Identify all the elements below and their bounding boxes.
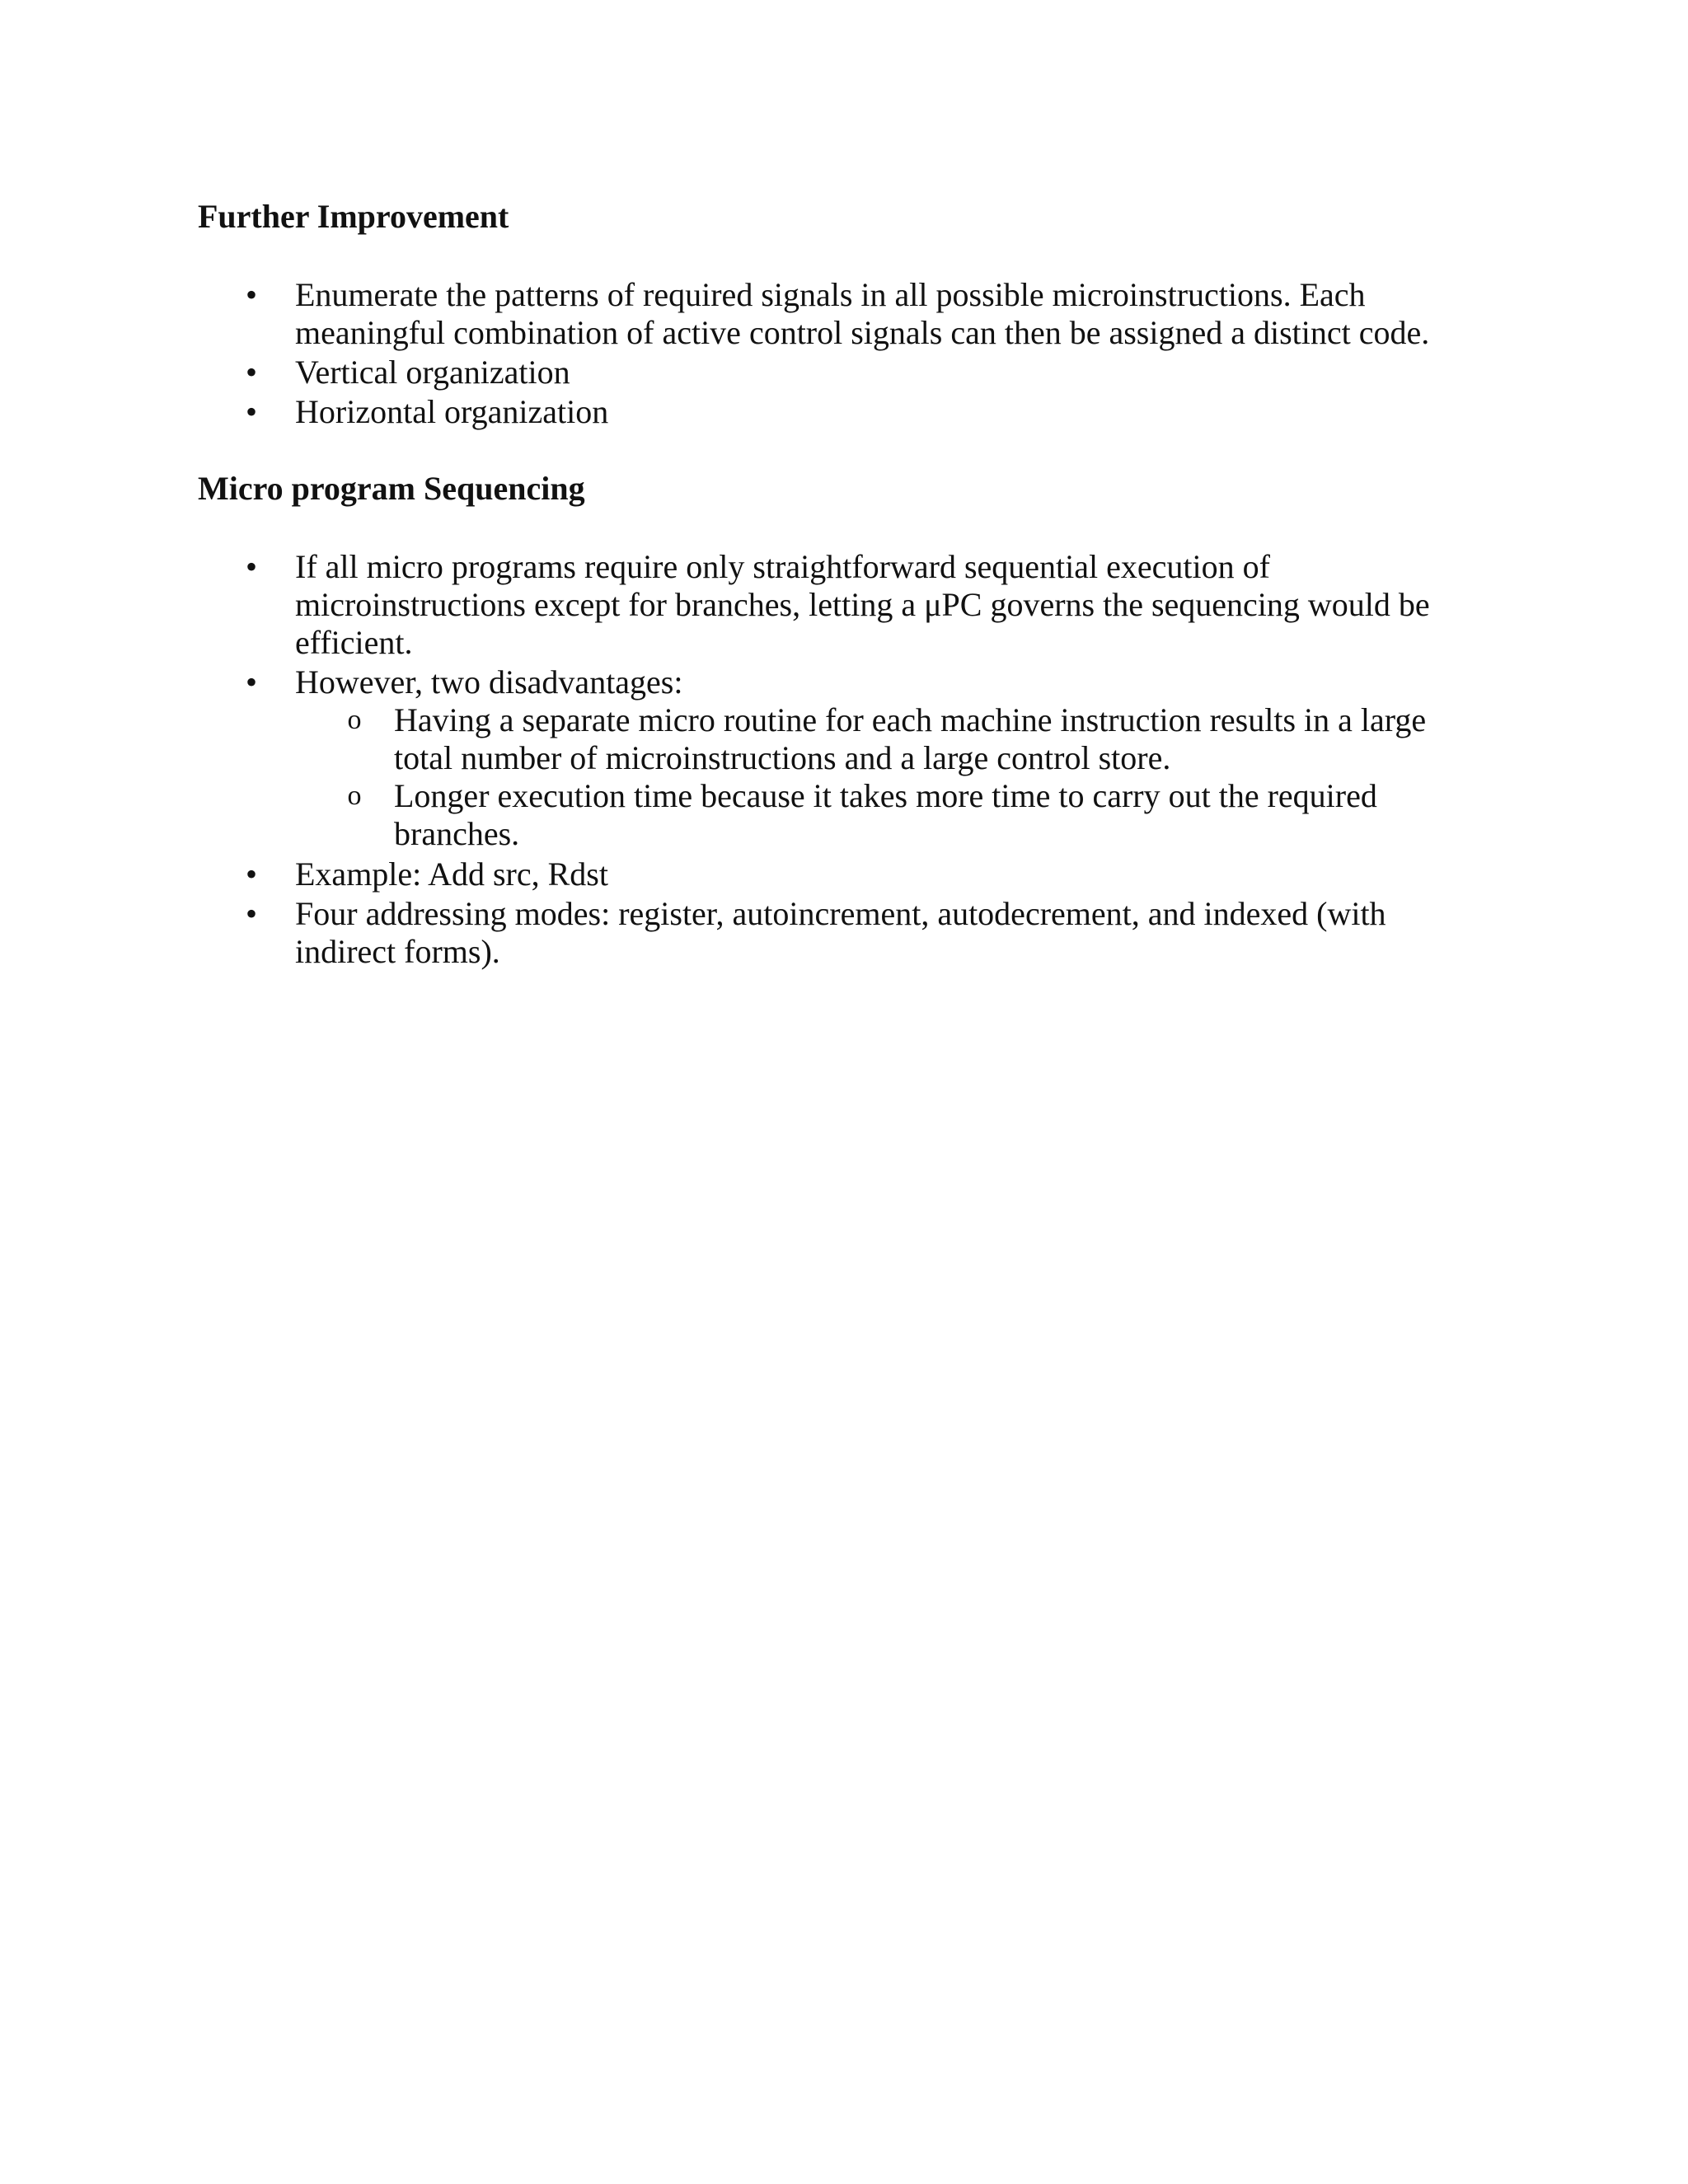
list-item-line: microinstructions except for branches, letting a μPC governs the sequencing would be [295, 586, 1430, 623]
list-item-line: total number of microinstructions and a large control store. [394, 739, 1171, 776]
list-item-line: indirect forms). [295, 933, 500, 970]
list-item-line: Four addressing modes: register, autoincrement, autodecrement, and indexed (with [295, 895, 1386, 932]
list-item-line: meaningful combination of active control signals can then be assigned a distinct code. [295, 314, 1430, 351]
bullet-icon: • [245, 548, 257, 585]
list-item [295, 663, 683, 701]
section-heading-micro-program-sequencing: Micro program Sequencing [198, 470, 585, 507]
list-item [295, 354, 570, 391]
list-item [295, 548, 1430, 662]
list-item [295, 855, 608, 893]
list-item-line: If all micro programs require only straightforward sequential execution of [295, 548, 1270, 585]
bullet-icon: • [245, 354, 257, 391]
list-item-line: Horizontal organization [295, 393, 609, 430]
list-item-line: Having a separate micro routine for each machine instruction results in a large [394, 701, 1427, 738]
list-item-line: Enumerate the patterns of required signals in all possible microinstructions. Each [295, 276, 1366, 313]
list-item-line: Longer execution time because it takes more time to carry out the required [394, 777, 1377, 814]
list-item-line: However, two disadvantages: [295, 663, 683, 701]
bullet-icon: • [245, 855, 257, 893]
bullet-icon: • [245, 663, 257, 701]
list-item-line: branches. [394, 815, 520, 852]
sub-list-item [394, 701, 1426, 777]
bullet-icon: • [245, 393, 257, 430]
list-item [295, 393, 608, 431]
list-item-line: Vertical organization [295, 354, 570, 391]
sub-list-item [394, 777, 1377, 853]
sub-bullet-icon: o [347, 705, 362, 735]
bullet-icon: • [245, 276, 257, 313]
list-item [295, 276, 1429, 352]
sub-bullet-icon: o [347, 780, 362, 811]
section-heading-further-improvement: Further Improvement [198, 198, 509, 235]
list-item-line: efficient. [295, 624, 413, 661]
bullet-icon: • [245, 895, 257, 932]
list-item [295, 895, 1386, 971]
list-item-line: Example: Add src, Rdst [295, 855, 608, 893]
